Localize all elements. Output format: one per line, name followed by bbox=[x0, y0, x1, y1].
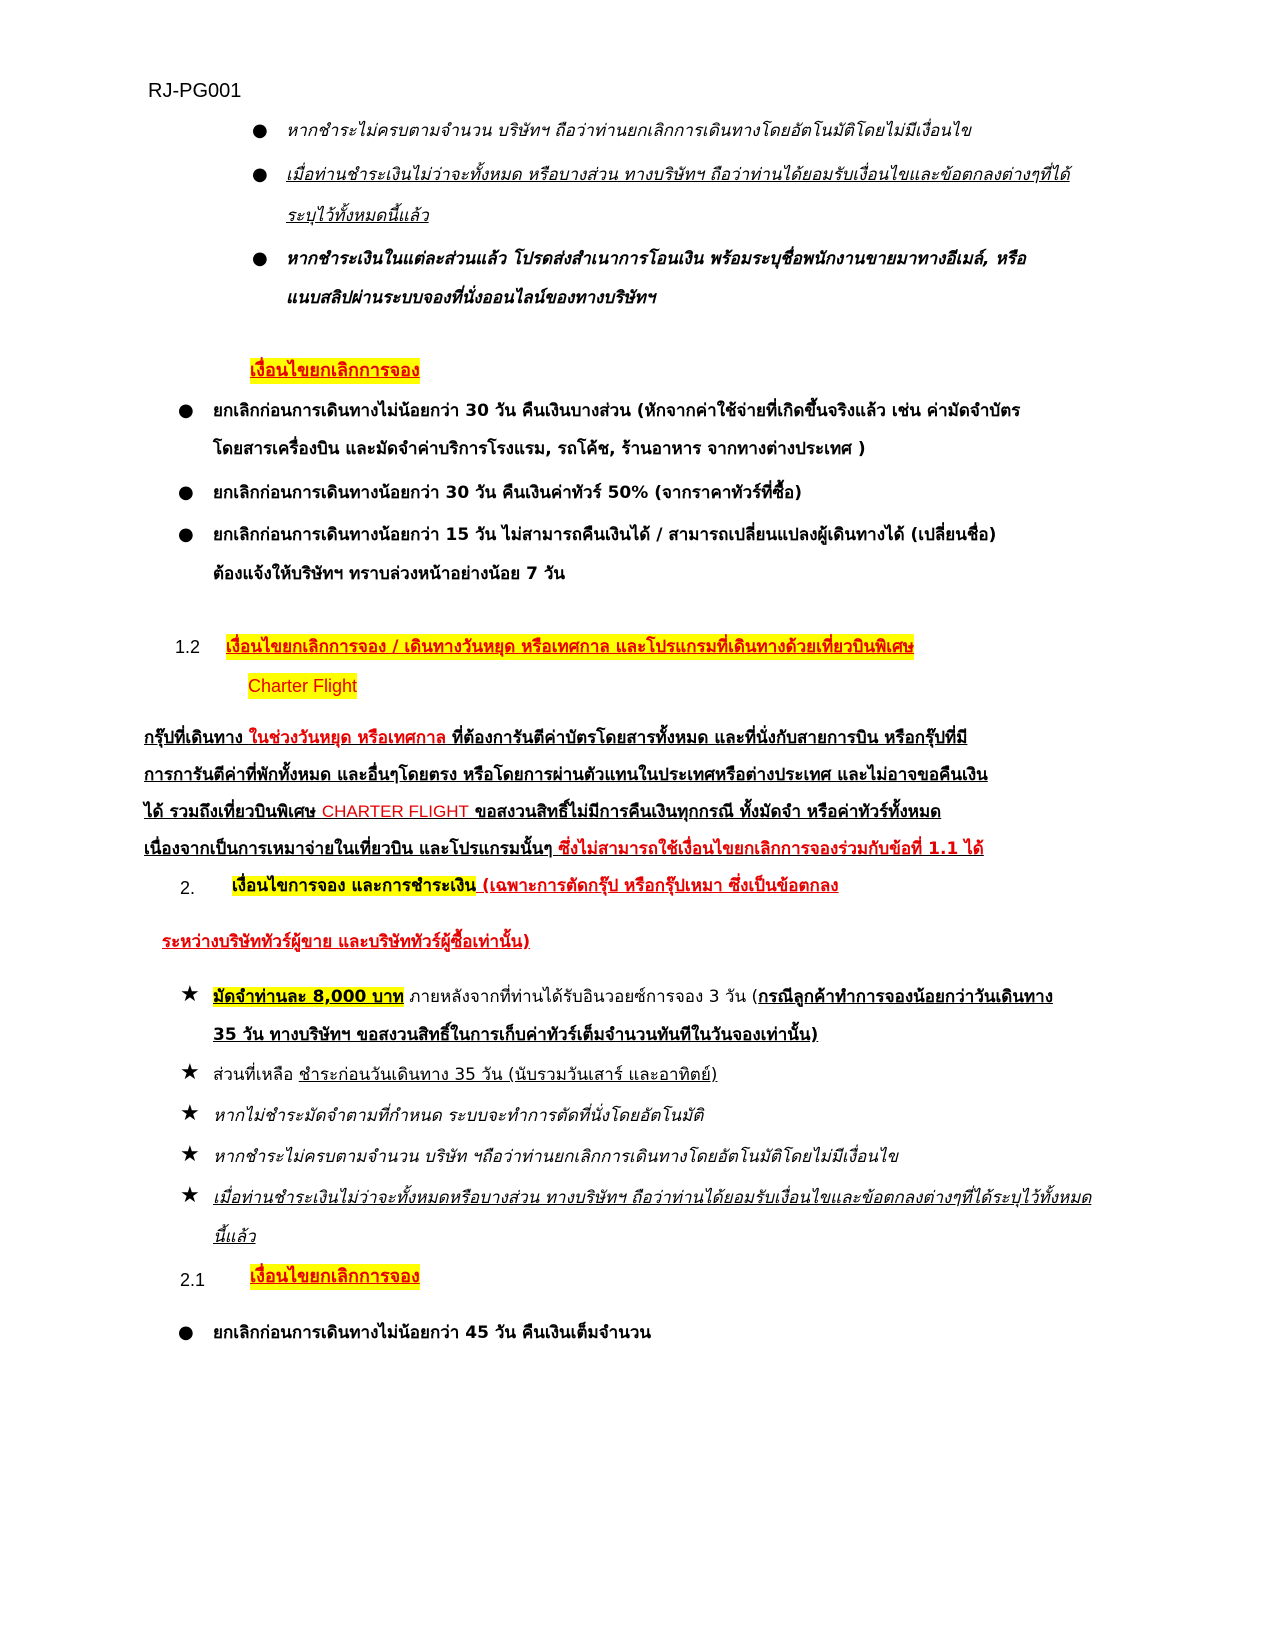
cancel-bullet-1: ยกเลิกก่อนการเดินทางไม่น้อยกว่า 30 วัน คืนเงินบางส่วน (หักจากค่าใช้จ่ายที่เกิดขึ้นจริงแล้ว เช่น ค่ามัดจำบัตร bbox=[213, 401, 1021, 421]
section-2-title: เงื่อนไขการจอง และการชำระเงิน bbox=[232, 876, 477, 896]
cancel-bullet-3: ยกเลิกก่อนการเดินทางน้อยกว่า 15 วัน ไม่สามารถคืนเงินได้ / สามารถเปลี่ยนแปลงผู้เดินทางได้ (เปลี่ยนชื่อ) bbox=[213, 525, 997, 545]
section-number-2-1: 2.1 bbox=[180, 1270, 206, 1290]
section-2-1-title: เงื่อนไขยกเลิกการจอง bbox=[250, 1264, 420, 1290]
star-icon: ★ bbox=[180, 1142, 200, 1167]
deposit-text: มัดจำท่านละ 8,000 บาท bbox=[213, 987, 404, 1007]
group-para-text: ขอสงวนสิทธิ์ไม่มีการคืนเงินทุกกรณี ทั้งมัดจำ หรือค่าทัวร์ทั้งหมด bbox=[468, 802, 942, 822]
document-id: RJ-PG001 bbox=[148, 80, 242, 102]
group-para-text: กรุ๊ปที่เดินทาง bbox=[144, 728, 249, 748]
star-item-2 bbox=[213, 1062, 717, 1088]
bullet-icon: ● bbox=[178, 524, 194, 545]
star-icon: ★ bbox=[180, 1183, 200, 1208]
last-bullet: ยกเลิกก่อนการเดินทางไม่น้อยกว่า 45 วัน คืนเงินเต็มจำนวน bbox=[213, 1323, 651, 1343]
star-item-1-cont: 35 วัน ทางบริษัทฯ ขอสงวนสิทธิ์ในการเก็บค่าทัวร์เต็มจำนวนทันทีในวันจองเท่านั้น) bbox=[213, 1025, 819, 1045]
bullet-icon: ● bbox=[252, 248, 268, 269]
section-2-note: (เฉพาะการตัดกรุ๊ป หรือกรุ๊ปเหมา ซึ่งเป็นข้อตกลง bbox=[476, 876, 839, 896]
star-icon: ★ bbox=[180, 982, 200, 1007]
section-1-2-subtitle: Charter Flight bbox=[248, 673, 357, 699]
group-para-line-4 bbox=[144, 836, 984, 862]
bullet-icon: ● bbox=[178, 400, 194, 421]
star-item-1 bbox=[213, 984, 1053, 1010]
star-item-text: ภายหลังจากที่ท่านได้รับอินวอยซ์การจอง 3 วัน ( bbox=[403, 987, 759, 1007]
star-item-text: ชำระก่อนวันเดินทาง 35 วัน (นับรวมวันเสาร์ และอาทิตย์) bbox=[298, 1065, 718, 1085]
cancel-bullet-3-cont: ต้องแจ้งให้บริษัทฯ ทราบล่วงหน้าอย่างน้อย 7 วัน bbox=[213, 564, 566, 584]
star-item-4: หากชำระไม่ครบตามจำนวน บริษัท ฯถือว่าท่านยกเลิกการเดินทางโดยอัตโนมัติโดยไม่มีเงื่อนไข bbox=[213, 1147, 899, 1167]
group-para-text: ที่ต้องการันตีค่าบัตรโดยสารทั้งหมด และที่นั่งกับสายการบิน หรือกรุ๊ปที่มี bbox=[446, 728, 968, 748]
bullet-icon: ● bbox=[178, 482, 194, 503]
section-2-note-cont: ระหว่างบริษัททัวร์ผู้ขาย และบริษัททัวร์ผู้ซื้อเท่านั้น) bbox=[162, 932, 531, 952]
top-bullet-1: หากชำระไม่ครบตามจำนวน บริษัทฯ ถือว่าท่านยกเลิกการเดินทางโดยอัตโนมัติโดยไม่มีเงื่อนไข bbox=[286, 121, 972, 141]
top-bullet-3: หากชำระเงินในแต่ละส่วนแล้ว โปรดส่งสำเนาการโอนเงิน พร้อมระบุชื่อพนักงานขายมาทางอีเมล์, หรือ bbox=[286, 249, 1026, 269]
cancel-bullet-2: ยกเลิกก่อนการเดินทางน้อยกว่า 30 วัน คืนเงินค่าทัวร์ 50% (จากราคาทัวร์ที่ซื้อ) bbox=[213, 483, 802, 503]
top-bullet-2-cont: ระบุไว้ทั้งหมดนี้แล้ว bbox=[286, 206, 429, 226]
star-item-text: กรณีลูกค้าทำการจองน้อยกว่าวันเดินทาง bbox=[758, 987, 1054, 1007]
group-para-text: ได้ รวมถึงเที่ยวบินพิเศษ bbox=[144, 802, 322, 822]
star-icon: ★ bbox=[180, 1101, 200, 1126]
cancel-section-title: เงื่อนไขยกเลิกการจอง bbox=[250, 358, 420, 384]
section-number-2: 2. bbox=[180, 878, 196, 898]
group-para-text: เนื่องจากเป็นการเหมาจ่ายในเที่ยวบิน และโปรแกรมนั้นๆ bbox=[144, 839, 559, 859]
group-para-line-2: การการันตีค่าที่พักทั้งหมด และอื่นๆโดยตรง หรือโดยการผ่านตัวแทนในประเทศหรือต่างประเทศ และไม่อาจขอคืนเงิน bbox=[144, 765, 988, 785]
star-item-5-cont: นี้แล้ว bbox=[213, 1227, 256, 1247]
group-para-line-1 bbox=[144, 725, 967, 751]
group-para-line-3 bbox=[144, 799, 941, 825]
section-1-2-title: เงื่อนไขยกเลิกการจอง / เดินทางวันหยุด หรือเทศกาล และโปรแกรมที่เดินทางด้วยเที่ยวบินพิเศษ bbox=[226, 634, 914, 660]
top-bullet-2: เมื่อท่านชำระเงินไม่ว่าจะทั้งหมด หรือบางส่วน ทางบริษัทฯ ถือว่าท่านได้ยอมรับเงื่อนไขและข้อตกลงต่างๆที่ได้ bbox=[286, 165, 1070, 185]
cancel-bullet-1-cont: โดยสารเครื่องบิน และมัดจำค่าบริการโรงแรม, รถโค้ช, ร้านอาหาร จากทางต่างประเทศ ) bbox=[213, 439, 866, 459]
star-item-text: ส่วนที่เหลือ bbox=[213, 1065, 299, 1085]
charter-flight-text: CHARTER FLIGHT bbox=[321, 802, 469, 821]
section-2-heading bbox=[232, 873, 839, 899]
star-icon: ★ bbox=[180, 1060, 200, 1085]
top-bullet-3-cont: แนบสลิปผ่านระบบจองที่นั่งออนไลน์ของทางบริษัทฯ bbox=[286, 288, 656, 308]
holiday-text: ในช่วงวันหยุด หรือเทศกาล bbox=[248, 728, 447, 748]
bullet-icon: ● bbox=[252, 164, 268, 185]
star-item-5: เมื่อท่านชำระเงินไม่ว่าจะทั้งหมดหรือบางส่วน ทางบริษัทฯ ถือว่าท่านได้ยอมรับเงื่อนไขและข้อตกลงต่างๆที่ได้ระบุไว้ทั้งหมด bbox=[213, 1188, 1092, 1208]
not-applicable-text: ซึ่งไม่สามารถใช้เงื่อนไขยกเลิกการจองร่วมกับข้อที่ 1.1 ได้ bbox=[558, 839, 984, 859]
section-number-1-2: 1.2 bbox=[175, 637, 201, 657]
star-item-3: หากไม่ชำระมัดจำตามที่กำหนด ระบบจะทำการตัดที่นั่งโดยอัตโนมัติ bbox=[213, 1106, 704, 1126]
bullet-icon: ● bbox=[178, 1322, 194, 1343]
bullet-icon: ● bbox=[252, 120, 268, 141]
